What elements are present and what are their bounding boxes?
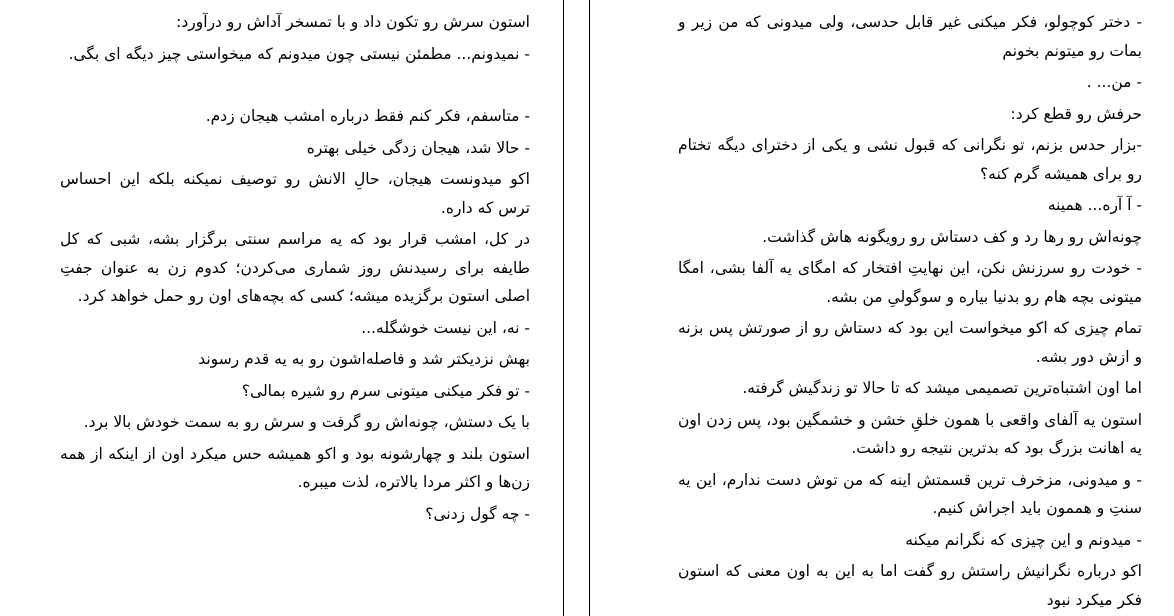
page-left-text [60, 8, 530, 531]
paragraph: - دختر کوچولو، فکر میکنی غیر قابل حدسی، ولی میدونی که من زیر و بمات رو میتونم بخونم [678, 13, 1142, 60]
page-right [590, 0, 1174, 616]
paragraph: - و میدونی، مزخرف ترین قسمتش اینه که من توش دست ندارم، این یه سنتِ و هممون باید اجراش کنیم. [678, 470, 1142, 517]
paragraph: اکو درباره نگرانیش راستش رو گفت اما به این به اون معنی که استون فکر میکرد نبود [678, 562, 1142, 609]
paragraph: - حالا شد، هیجان زدگی خیلی بهتره [306, 138, 530, 157]
page-left-edge [563, 0, 564, 616]
paragraph: - میدونم و این چیزی که نگرانم میکنه [905, 530, 1142, 549]
paragraph: در کل، امشب قرار بود که یه مراسم سنتی برگزار بشه، شبی که کل طایفه برای رسیدنش روز شماری می‌کردن؛ کدوم زن به عنوان جفتِ اصلی استون برگزیده میشه؛ کسی که بچه‌های اون رو حمل خواهد کرد. [60, 230, 530, 305]
paragraph: بهش نزدیکتر شد و فاصله‌اشون رو به یه قدم رسوند [198, 350, 530, 368]
paragraph: - نه، این نیست خوشگله... [361, 318, 530, 337]
paragraph: استون سرش رو تکون داد و با تمسخر آداش رو درآورد: [176, 13, 530, 31]
page-left [0, 0, 538, 616]
paragraph: - تو فکر میکنی میتونی سرم رو شیره بمالی؟ [241, 381, 530, 400]
paragraph: -بزار حدس بزنم، تو نگرانی که قبول نشی و یکی از دخترای دیگه تختام رو برای همیشه گرم کنه؟ [678, 136, 1142, 183]
paragraph: حرفش رو قطع کرد: [1010, 104, 1142, 123]
paragraph: - من... . [1086, 73, 1142, 91]
page-right-text [678, 8, 1142, 616]
paragraph: اما اون اشتباه‌ترین تصمیمی میشد که تا حالا تو زندگیش گرفته. [742, 379, 1142, 397]
paragraph: با یک دستش، چونه‌اش رو گرفت و سرش رو به سمت خودش بالا برد. [83, 413, 530, 431]
paragraph: - چه گول زدنی؟ [425, 504, 530, 523]
paragraph: اکو میدونست هیجان، حالِ الانش رو توصیف نمیکنه بلکه این احساس ترس که داره. [60, 170, 530, 217]
paragraph: - نمیدونم... مطمئن نیستی چون میدونم که میخواستی چیز دیگه ای بگی. [68, 44, 530, 63]
paragraph: تمام چیزی که اکو میخواست این بود که دستاش رو از صورتش پس بزنه و ازش دور بشه. [678, 319, 1142, 366]
paragraph: - آ آره... همینه [1047, 196, 1142, 214]
paragraph: استون بلند و چهارشونه بود و اکو همیشه حس میکرد اون از اینکه از همه زن‌ها و اکثر مردا بالاتره، لذت میبره. [60, 444, 530, 491]
paragraph: استون یه آلفای واقعی با همون خلقِ خشن و خشمگین بود، پس زدن اون یه اهانت بزرگ بود که بدترین نتیجه رو داشت. [678, 410, 1142, 457]
paragraph: چونه‌اش رو رها رد و کف دستاش رو رویگونه هاش گذاشت. [762, 227, 1142, 246]
paragraph: - خودت رو سرزنش نکن، این نهایتِ افتخار که امگای یه آلفا بشی، امگا میتونی بچه هام رو بدنیا بیاره و سوگولیِ من بشه. [678, 259, 1142, 306]
paragraph: - متاسفم، فکر کنم فقط درباره امشب هیجان زدم. [205, 107, 530, 125]
